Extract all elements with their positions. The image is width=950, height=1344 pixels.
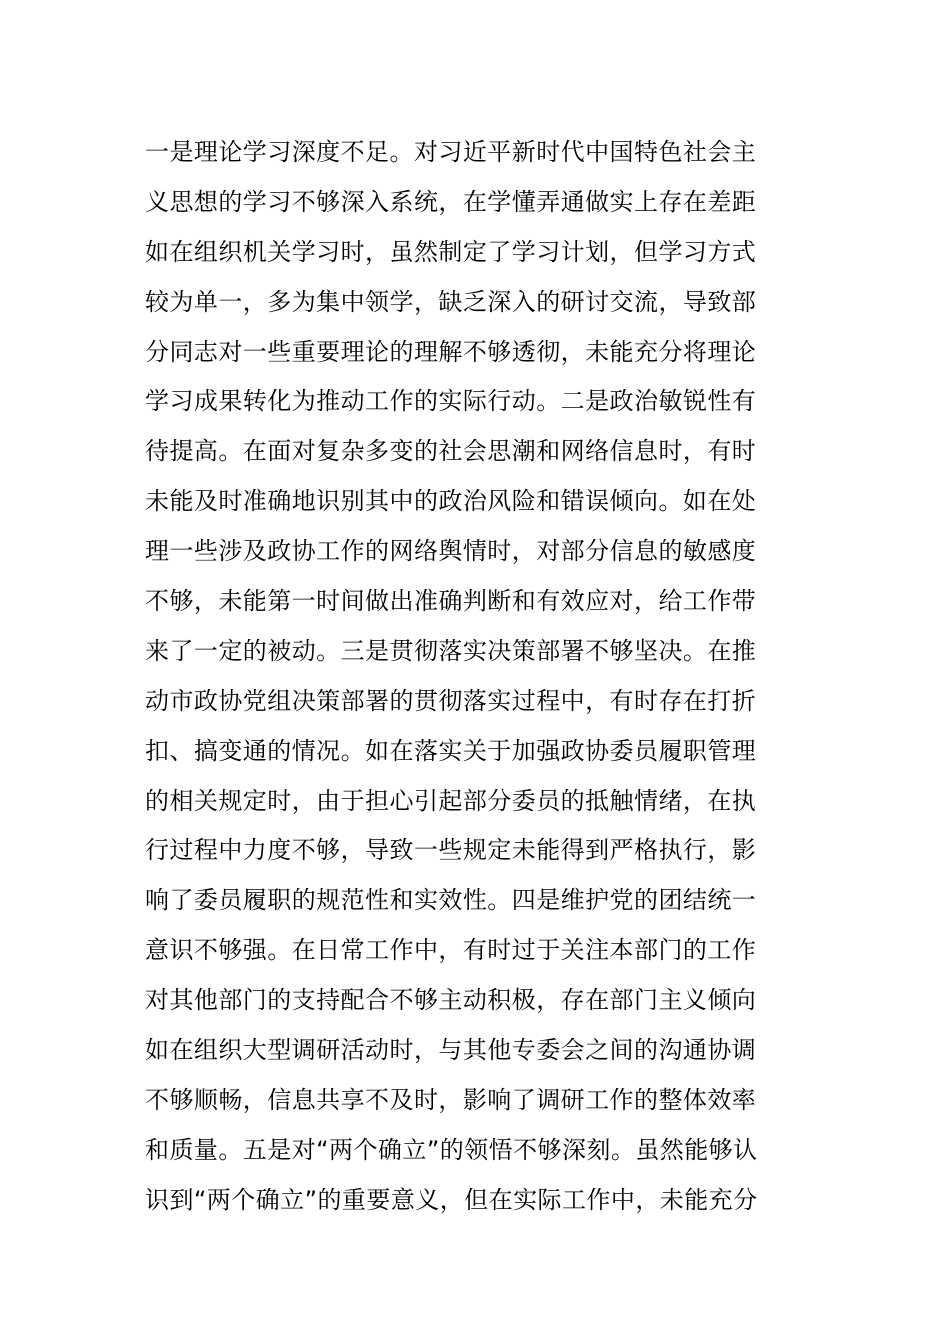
text-line: 义思想的学习不够深入系统，在学懂弄通做实上存在差距 (145, 187, 757, 216)
text-line: 如在组织机关学习时，虽然制定了学习计划，但学习方式 (145, 237, 757, 266)
text-line: 扣、搞变通的情况。如在落实关于加强政协委员履职管理 (145, 736, 757, 765)
text-line: 动市政协党组决策部署的贯彻落实过程中，有时存在打折 (145, 686, 757, 715)
text-line: 行过程中力度不够，导致一些规定未能得到严格执行，影 (145, 836, 757, 865)
text-line: 的相关规定时，由于担心引起部分委员的抵触情绪，在执 (145, 786, 757, 815)
text-line: 识到“两个确立”的重要意义，但在实际工作中，未能充分 (145, 1185, 758, 1214)
text-line: 意识不够强。在日常工作中，有时过于关注本部门的工作 (145, 936, 757, 965)
text-line: 学习成果转化为推动工作的实际行动。二是政治敏锐性有 (145, 387, 757, 416)
text-line: 未能及时准确地识别其中的政治风险和错误倾向。如在处 (145, 487, 757, 516)
text-line: 和质量。五是对“两个确立”的领悟不够深刻。虽然能够认 (145, 1135, 758, 1164)
text-line: 待提高。在面对复杂多变的社会思潮和网络信息时，有时 (145, 437, 757, 466)
text-line: 较为单一，多为集中领学，缺乏深入的研讨交流，导致部 (145, 287, 757, 316)
text-line: 来了一定的被动。三是贯彻落实决策部署不够坚决。在推 (145, 636, 757, 665)
text-line: 如在组织大型调研活动时，与其他专委会之间的沟通协调 (145, 1036, 757, 1065)
text-line: 响了委员履职的规范性和实效性。四是维护党的团结统一 (145, 886, 757, 915)
text-line: 不够，未能第一时间做出准确判断和有效应对，给工作带 (145, 587, 757, 616)
text-line: 对其他部门的支持配合不够主动积极，存在部门主义倾向 (145, 986, 757, 1015)
text-line: 一是理论学习深度不足。对习近平新时代中国特色社会主 (145, 138, 757, 166)
text-line: 不够顺畅，信息共享不及时，影响了调研工作的整体效率 (145, 1085, 757, 1114)
text-line: 分同志对一些重要理论的理解不够透彻，未能充分将理论 (145, 337, 757, 366)
text-line: 理一些涉及政协工作的网络舆情时，对部分信息的敏感度 (145, 537, 757, 566)
body-text (145, 128, 815, 1226)
